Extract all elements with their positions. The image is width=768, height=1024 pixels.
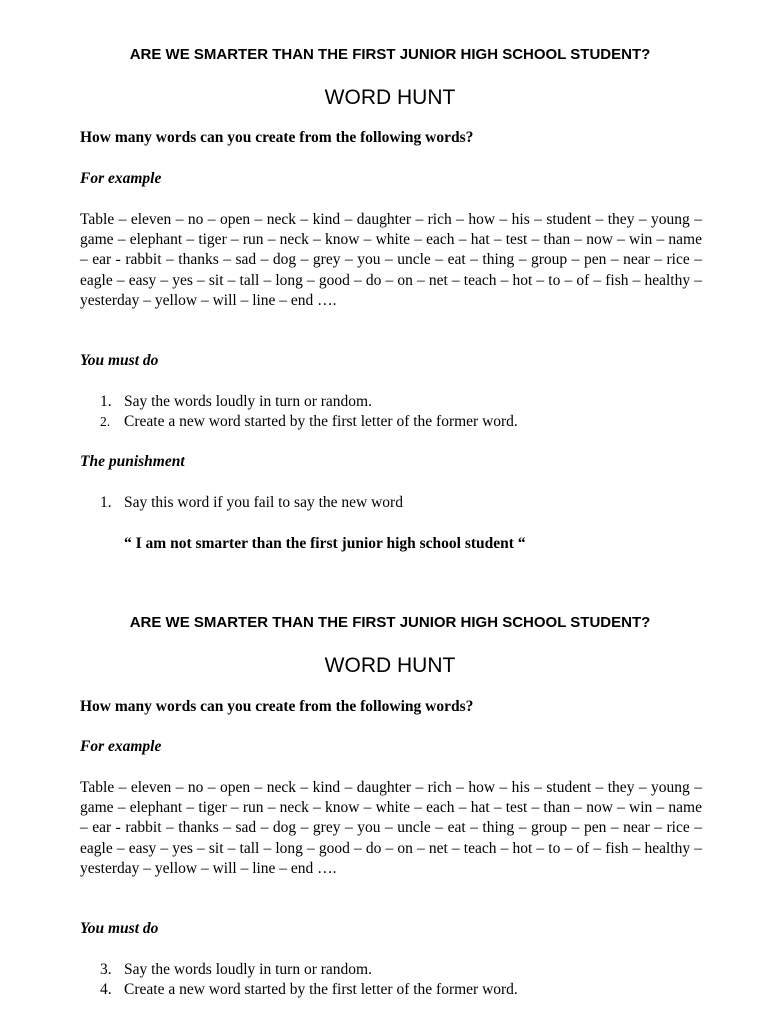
punishment-item-1: [100, 494, 403, 512]
list-number: 4.: [100, 981, 112, 998]
punishment-quote: “ I am not smarter than the first junior high school student “: [124, 535, 526, 552]
example-label: For example: [80, 738, 162, 755]
must-do-item-1: [100, 393, 372, 411]
list-item-text: Create a new word started by the first letter of the former word.: [124, 981, 518, 998]
punishment-label: The punishment: [80, 453, 185, 470]
must-do-item-4: [100, 981, 518, 999]
must-do-label: You must do: [80, 920, 159, 937]
list-item-text: Create a new word started by the first letter of the former word.: [124, 413, 518, 430]
example-label: For example: [80, 170, 162, 187]
must-do-item-2: [100, 413, 518, 431]
word-list-paragraph: Table – eleven – no – open – neck – kind – daughter – rich – how – his – student – they – young – game – elephant – tiger – run – neck – know – white – each – hat – test – than – now – win – name – ear - rabbit – thanks – sad – dog – grey – you – uncle – eat – thing – group – pen – near – rice – eagle – easy – yes – sit – tall – long – good – do – on – net – teach – hot – to – of – fish – healthy – yesterday – yellow – will – line – end ….: [80, 211, 702, 309]
list-number: 1.: [100, 393, 112, 410]
must-do-item-3: [100, 961, 372, 979]
worksheet-title: WORD HUNT: [324, 654, 456, 677]
word-list-paragraph: Table – eleven – no – open – neck – kind – daughter – rich – how – his – student – they – young – game – elephant – tiger – run – neck – know – white – each – hat – test – than – now – win – name – ear - rabbit – thanks – sad – dog – grey – you – uncle – eat – thing – group – pen – near – rice – eagle – easy – yes – sit – tall – long – good – do – on – net – teach – hot – to – of – fish – healthy – yesterday – yellow – will – line – end ….: [80, 779, 702, 877]
list-item-text: Say this word if you fail to say the new word: [124, 494, 403, 511]
list-item-text: Say the words loudly in turn or random.: [124, 961, 372, 978]
list-item-text: Say the words loudly in turn or random.: [124, 393, 372, 410]
must-do-label: You must do: [80, 352, 159, 369]
section-heading: ARE WE SMARTER THAN THE FIRST JUNIOR HIGH SCHOOL STUDENT?: [129, 614, 651, 631]
question-text: How many words can you create from the following words?: [80, 698, 474, 715]
section-heading: ARE WE SMARTER THAN THE FIRST JUNIOR HIGH SCHOOL STUDENT?: [129, 46, 651, 63]
list-number: 3.: [100, 961, 112, 978]
list-number: 1.: [100, 494, 112, 511]
list-number: 2.: [100, 414, 111, 429]
worksheet-title: WORD HUNT: [324, 86, 456, 109]
question-text: How many words can you create from the following words?: [80, 129, 474, 146]
